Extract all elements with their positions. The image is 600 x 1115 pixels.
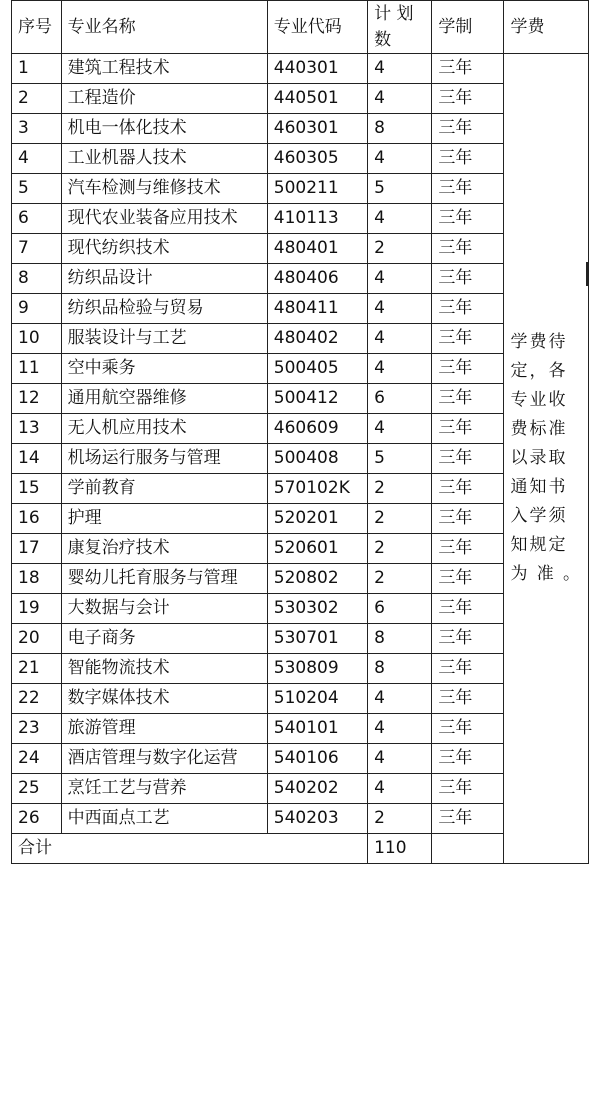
- row-study-length: 三年: [432, 114, 504, 144]
- table-row: [12, 324, 589, 354]
- row-study-length: 三年: [432, 684, 504, 714]
- row-no: 12: [12, 384, 62, 414]
- table-row: [12, 804, 589, 834]
- header-major-code: 专业代码: [267, 1, 367, 54]
- row-major-name: 现代农业装备应用技术: [61, 204, 267, 234]
- row-major-name: 现代纺织技术: [61, 234, 267, 264]
- row-no: 23: [12, 714, 62, 744]
- table-row: [12, 84, 589, 114]
- row-no: 13: [12, 414, 62, 444]
- row-major-code: 480401: [267, 234, 367, 264]
- row-major-name: 工业机器人技术: [61, 144, 267, 174]
- row-no: 8: [12, 264, 62, 294]
- header-study-length: 学制: [432, 1, 504, 54]
- row-plan-count: 5: [368, 444, 432, 474]
- row-major-code: 500408: [267, 444, 367, 474]
- row-plan-count: 2: [368, 234, 432, 264]
- table-row: [12, 204, 589, 234]
- row-no: 14: [12, 444, 62, 474]
- row-major-code: 530701: [267, 624, 367, 654]
- row-plan-count: 4: [368, 414, 432, 444]
- header-no: 序号: [12, 1, 62, 54]
- row-study-length: 三年: [432, 234, 504, 264]
- row-plan-count: 8: [368, 114, 432, 144]
- table-row: [12, 144, 589, 174]
- total-row: [12, 834, 589, 864]
- table-row: [12, 414, 589, 444]
- row-study-length: 三年: [432, 54, 504, 84]
- row-plan-count: 8: [368, 654, 432, 684]
- row-plan-count: 4: [368, 204, 432, 234]
- table-row: [12, 504, 589, 534]
- row-major-name: 旅游管理: [61, 714, 267, 744]
- table-row: [12, 774, 589, 804]
- table-row: [12, 684, 589, 714]
- row-major-code: 520601: [267, 534, 367, 564]
- row-major-name: 纺织品设计: [61, 264, 267, 294]
- row-study-length: 三年: [432, 744, 504, 774]
- row-study-length: 三年: [432, 264, 504, 294]
- table-row: [12, 714, 589, 744]
- row-major-code: 530809: [267, 654, 367, 684]
- row-major-name: 大数据与会计: [61, 594, 267, 624]
- row-major-code: 440501: [267, 84, 367, 114]
- row-no: 26: [12, 804, 62, 834]
- row-major-code: 540203: [267, 804, 367, 834]
- table-header-row: [12, 1, 589, 54]
- row-plan-count: 4: [368, 54, 432, 84]
- row-major-code: 540106: [267, 744, 367, 774]
- row-plan-count: 6: [368, 594, 432, 624]
- row-no: 18: [12, 564, 62, 594]
- row-study-length: 三年: [432, 774, 504, 804]
- row-no: 16: [12, 504, 62, 534]
- row-major-code: 480411: [267, 294, 367, 324]
- table-row: [12, 384, 589, 414]
- row-study-length: 三年: [432, 174, 504, 204]
- row-plan-count: 2: [368, 504, 432, 534]
- row-no: 24: [12, 744, 62, 774]
- row-no: 15: [12, 474, 62, 504]
- row-major-name: 工程造价: [61, 84, 267, 114]
- table-row: [12, 564, 589, 594]
- row-major-name: 学前教育: [61, 474, 267, 504]
- row-major-name: 婴幼儿托育服务与管理: [61, 564, 267, 594]
- row-major-code: 510204: [267, 684, 367, 714]
- row-plan-count: 4: [368, 354, 432, 384]
- row-major-name: 机场运行服务与管理: [61, 444, 267, 474]
- row-study-length: 三年: [432, 714, 504, 744]
- row-major-name: 智能物流技术: [61, 654, 267, 684]
- row-no: 25: [12, 774, 62, 804]
- row-study-length: 三年: [432, 144, 504, 174]
- row-major-name: 纺织品检验与贸易: [61, 294, 267, 324]
- row-major-code: 480406: [267, 264, 367, 294]
- row-no: 7: [12, 234, 62, 264]
- row-study-length: 三年: [432, 474, 504, 504]
- row-study-length: 三年: [432, 624, 504, 654]
- row-major-name: 通用航空器维修: [61, 384, 267, 414]
- row-no: 17: [12, 534, 62, 564]
- row-plan-count: 4: [368, 714, 432, 744]
- row-major-name: 酒店管理与数字化运营: [61, 744, 267, 774]
- row-major-code: 540101: [267, 714, 367, 744]
- row-major-code: 460609: [267, 414, 367, 444]
- total-blank: [432, 834, 504, 864]
- row-no: 21: [12, 654, 62, 684]
- row-no: 11: [12, 354, 62, 384]
- row-plan-count: 4: [368, 324, 432, 354]
- row-major-name: 空中乘务: [61, 354, 267, 384]
- row-plan-count: 4: [368, 84, 432, 114]
- row-major-name: 中西面点工艺: [61, 804, 267, 834]
- row-no: 22: [12, 684, 62, 714]
- row-plan-count: 4: [368, 744, 432, 774]
- row-plan-count: 4: [368, 684, 432, 714]
- enrollment-plan-table: [11, 0, 589, 864]
- row-major-name: 电子商务: [61, 624, 267, 654]
- row-major-name: 服装设计与工艺: [61, 324, 267, 354]
- header-major-name: 专业名称: [61, 1, 267, 54]
- row-study-length: 三年: [432, 414, 504, 444]
- total-count: 110: [368, 834, 432, 864]
- row-no: 4: [12, 144, 62, 174]
- row-study-length: 三年: [432, 204, 504, 234]
- row-plan-count: 4: [368, 294, 432, 324]
- row-major-code: 520802: [267, 564, 367, 594]
- table-row: [12, 264, 589, 294]
- row-plan-count: 4: [368, 144, 432, 174]
- table-row: [12, 624, 589, 654]
- row-major-code: 530302: [267, 594, 367, 624]
- row-major-name: 数字媒体技术: [61, 684, 267, 714]
- table-row: [12, 114, 589, 144]
- total-label: 合计: [12, 834, 368, 864]
- row-major-code: 500211: [267, 174, 367, 204]
- row-no: 2: [12, 84, 62, 114]
- row-no: 20: [12, 624, 62, 654]
- row-major-code: 520201: [267, 504, 367, 534]
- table-row: [12, 234, 589, 264]
- table-body: [12, 54, 589, 864]
- row-major-name: 无人机应用技术: [61, 414, 267, 444]
- row-major-code: 460305: [267, 144, 367, 174]
- table-row: [12, 474, 589, 504]
- row-major-code: 410113: [267, 204, 367, 234]
- table-row: [12, 744, 589, 774]
- row-plan-count: 8: [368, 624, 432, 654]
- row-study-length: 三年: [432, 594, 504, 624]
- header-tuition: 学费: [504, 1, 589, 54]
- row-study-length: 三年: [432, 294, 504, 324]
- row-study-length: 三年: [432, 444, 504, 474]
- table-row: [12, 534, 589, 564]
- row-major-name: 康复治疗技术: [61, 534, 267, 564]
- row-plan-count: 4: [368, 264, 432, 294]
- row-major-code: 540202: [267, 774, 367, 804]
- row-study-length: 三年: [432, 354, 504, 384]
- row-no: 1: [12, 54, 62, 84]
- row-study-length: 三年: [432, 84, 504, 114]
- row-major-code: 500412: [267, 384, 367, 414]
- row-study-length: 三年: [432, 654, 504, 684]
- row-no: 10: [12, 324, 62, 354]
- table-row: [12, 174, 589, 204]
- row-study-length: 三年: [432, 804, 504, 834]
- row-major-code: 570102K: [267, 474, 367, 504]
- table-row: [12, 294, 589, 324]
- tuition-note: 学费待定，各专业收费标准以录取通知书入学须知规定为准。: [504, 54, 589, 864]
- row-plan-count: 5: [368, 174, 432, 204]
- row-study-length: 三年: [432, 534, 504, 564]
- row-major-code: 460301: [267, 114, 367, 144]
- row-no: 3: [12, 114, 62, 144]
- edge-mark: [586, 262, 588, 286]
- row-major-name: 机电一体化技术: [61, 114, 267, 144]
- row-study-length: 三年: [432, 564, 504, 594]
- row-plan-count: 6: [368, 384, 432, 414]
- row-no: 19: [12, 594, 62, 624]
- table-row: [12, 594, 589, 624]
- row-major-name: 烹饪工艺与营养: [61, 774, 267, 804]
- row-major-name: 汽车检测与维修技术: [61, 174, 267, 204]
- row-plan-count: 4: [368, 774, 432, 804]
- row-plan-count: 2: [368, 564, 432, 594]
- table-row: [12, 54, 589, 84]
- table-row: [12, 354, 589, 384]
- row-major-code: 480402: [267, 324, 367, 354]
- row-no: 6: [12, 204, 62, 234]
- row-study-length: 三年: [432, 324, 504, 354]
- row-study-length: 三年: [432, 384, 504, 414]
- row-major-code: 500405: [267, 354, 367, 384]
- row-no: 9: [12, 294, 62, 324]
- table-row: [12, 654, 589, 684]
- row-major-name: 建筑工程技术: [61, 54, 267, 84]
- row-plan-count: 2: [368, 804, 432, 834]
- row-major-name: 护理: [61, 504, 267, 534]
- row-plan-count: 2: [368, 534, 432, 564]
- row-study-length: 三年: [432, 504, 504, 534]
- row-no: 5: [12, 174, 62, 204]
- row-plan-count: 2: [368, 474, 432, 504]
- header-plan-count: 计 划数: [368, 1, 432, 54]
- table-row: [12, 444, 589, 474]
- row-major-code: 440301: [267, 54, 367, 84]
